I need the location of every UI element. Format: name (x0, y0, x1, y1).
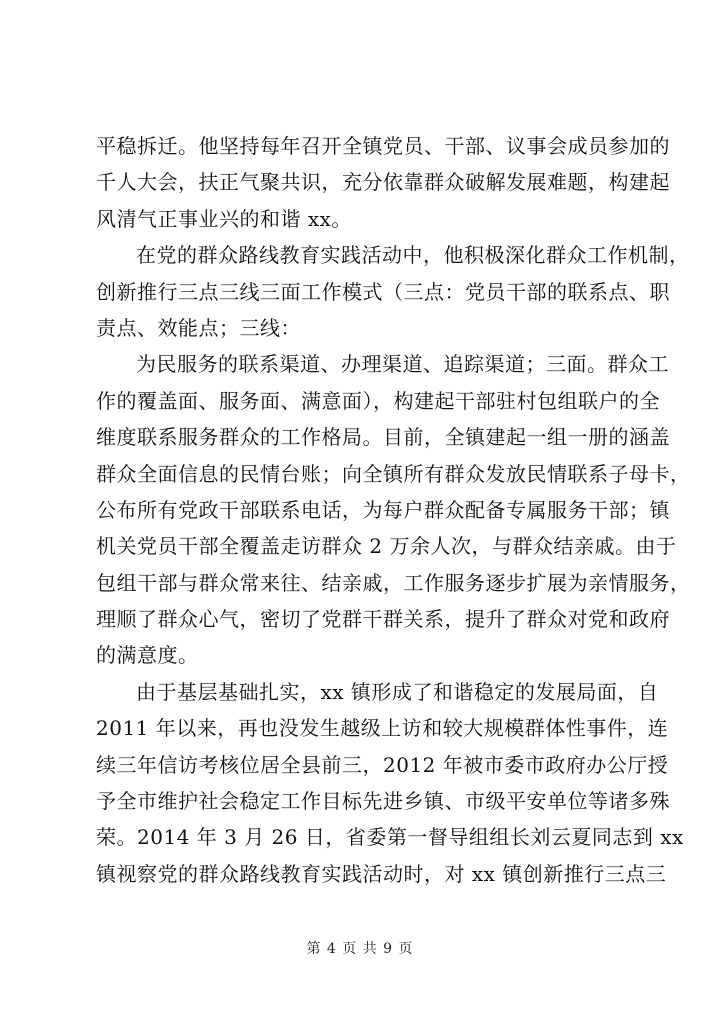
text-line: 公布所有党政干部联系电话，为每户群众配备专属服务干部；镇 (96, 497, 670, 522)
text-line: 予全市维护社会稳定工作目标先进乡镇、市级平安单位等诸多殊 (96, 789, 670, 814)
text-line: 责点、效能点；三线： (96, 315, 301, 340)
text-line: 作的覆盖面、服务面、满意面），构建起干部驻村包组联户的全 (96, 388, 660, 413)
text-line: 机关党员干部全覆盖走访群众 2 万余人次，与群众结亲戚。由于 (96, 534, 677, 559)
text-line: 镇视察党的群众路线教育实践活动时，对 xx 镇创新推行三点三 (96, 861, 667, 886)
text-line: 续三年信访考核位居全县前三，2012 年被市委市政府办公厅授 (96, 752, 669, 777)
page-number-footer: 第 4 页 共 9 页 (306, 941, 414, 957)
text-line: 由于基层基础扎实，xx 镇形成了和谐稳定的发展局面，自 (136, 679, 659, 704)
text-line: 千人大会，扶正气聚共识，充分依靠群众破解发展难题，构建起 (96, 170, 670, 195)
text-line: 在党的群众路线教育实践活动中，他积极深化群众工作机制， (136, 243, 690, 268)
text-line: 2011 年以来，再也没发生越级上访和较大规模群体性事件，连 (96, 716, 669, 741)
text-line: 维度联系服务群众的工作格局。目前，全镇建起一组一册的涵盖 (96, 425, 670, 450)
text-line: 群众全面信息的民情台账；向全镇所有群众发放民情联系子母卡， (96, 461, 691, 486)
body-text (96, 128, 691, 892)
text-line: 为民服务的联系渠道、办理渠道、追踪渠道；三面。群众工 (136, 352, 669, 377)
text-line: 平稳拆迁。他坚持每年召开全镇党员、干部、议事会成员参加的 (96, 134, 670, 158)
text-line: 的满意度。 (96, 643, 199, 668)
text-line: 荣。2014 年 3 月 26 日，省委第一督导组组长刘云夏同志到 xx (96, 825, 684, 850)
text-line: 风清气正事业兴的和谐 xx。 (96, 206, 352, 231)
text-line: 理顺了群众心气，密切了党群干群关系，提升了群众对党和政府 (96, 607, 670, 632)
text-line: 包组干部与群众常来往、结亲戚，工作服务逐步扩展为亲情服务， (96, 570, 691, 595)
text-line: 创新推行三点三线三面工作模式（三点：党员干部的联系点、职 (96, 279, 670, 304)
